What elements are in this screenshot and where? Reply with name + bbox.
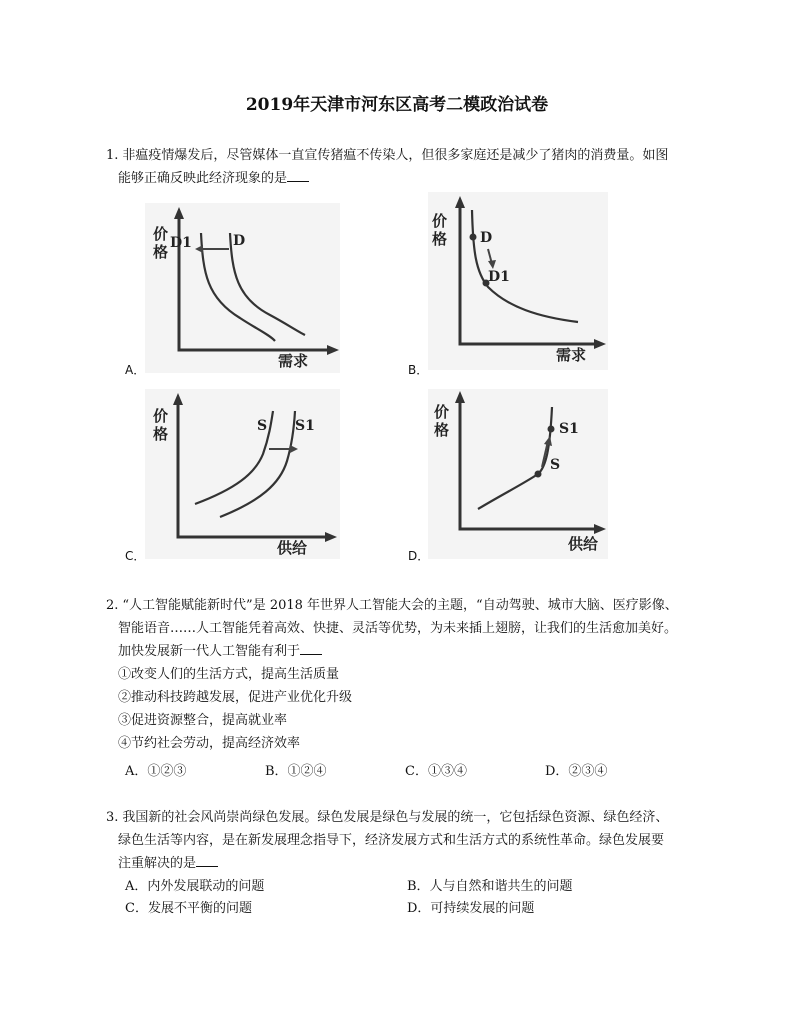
question-text: 加快发展新一代人工智能有利于 — [118, 644, 301, 659]
question-2 — [106, 594, 706, 755]
choice-b[interactable]: B．①②④ — [265, 764, 327, 779]
question-number: 1. — [106, 148, 119, 163]
option-label: B． — [408, 363, 429, 377]
y-axis-label-top: 价 — [153, 225, 169, 243]
question-text: 能够正确反映此经济现象的是 — [118, 171, 288, 186]
figure-background — [145, 389, 340, 559]
option-label: A． — [125, 363, 146, 377]
question-text: 智能语音……人工智能凭着高效、快捷、灵活等优势，为未来插上翅膀，让我们的生活愈加美好。 — [118, 621, 678, 636]
point-d — [470, 234, 477, 241]
answer-blank — [300, 642, 322, 655]
curve-label: S1 — [559, 421, 579, 437]
curve-label: D — [480, 230, 493, 246]
q2-choices — [125, 761, 645, 783]
statement-item: ③促进资源整合，提高就业率 — [118, 713, 288, 728]
option-label: D． — [408, 549, 430, 563]
question-text: 注重解决的是 — [118, 856, 197, 871]
figure-option-a — [145, 203, 340, 373]
question-text: 非瘟疫情爆发后，尽管媒体一直宣传猪瘟不传染人，但很多家庭还是减少了猪肉的消费量。如图 — [122, 148, 669, 163]
figure-option-c — [145, 389, 340, 559]
figure-background — [145, 203, 340, 373]
choice-c[interactable]: C．①③④ — [405, 764, 467, 779]
question-text: “人工智能赋能新时代”是 2018 年世界人工智能大会的主题，“自动驾驶、城市大脑、医疗影像、 — [122, 598, 678, 613]
curve-label: D1 — [488, 269, 510, 285]
curve-label: S — [550, 457, 561, 473]
choice-a[interactable]: A．①②③ — [125, 764, 187, 779]
question-3 — [106, 806, 706, 875]
choice-c[interactable]: C．发展不平衡的问题 — [125, 901, 252, 916]
y-axis-label-top: 价 — [434, 403, 450, 421]
answer-blank — [196, 854, 218, 867]
q3-choices — [125, 876, 645, 920]
y-axis-label-bottom: 格 — [434, 421, 450, 439]
figure-option-d — [428, 389, 608, 559]
y-axis-label-bottom: 格 — [432, 230, 448, 248]
choice-b[interactable]: B．人与自然和谐共生的问题 — [407, 879, 573, 894]
curve-label: S — [257, 418, 268, 434]
question-text: 我国新的社会风尚崇尚绿色发展。绿色发展是绿色与发展的统一，它包括绿色资源、绿色经济、 — [122, 810, 669, 825]
curve-label: D1 — [170, 235, 192, 251]
curve-label: S1 — [295, 418, 315, 434]
question-number: 2. — [106, 598, 119, 613]
choice-d[interactable]: D．②③④ — [545, 764, 608, 779]
answer-blank — [287, 169, 309, 182]
choice-d[interactable]: D．可持续发展的问题 — [407, 901, 535, 916]
y-axis-label-bottom: 格 — [153, 425, 169, 443]
x-axis-label: 供给 — [568, 535, 599, 553]
option-label: C． — [125, 549, 146, 563]
statement-item: ②推动科技跨越发展，促进产业优化升级 — [118, 690, 353, 705]
question-1 — [106, 144, 706, 190]
statement-item: ①改变人们的生活方式，提高生活质量 — [118, 667, 340, 682]
x-axis-label: 需求 — [278, 352, 309, 370]
figure-option-b — [428, 192, 608, 370]
point-s1 — [548, 426, 555, 433]
question-text: 绿色生活等内容，是在新发展理念指导下，经济发展方式和生活方式的系统性革命。绿色发展要 — [118, 833, 665, 848]
x-axis-label: 供给 — [277, 539, 308, 557]
y-axis-label-top: 价 — [432, 212, 448, 230]
question-number: 3. — [106, 810, 119, 825]
x-axis-label: 需求 — [556, 346, 587, 364]
y-axis-label-top: 价 — [153, 407, 169, 425]
curve-label: D — [233, 233, 246, 249]
page-title: 2019年天津市河东区高考二模政治试卷 — [245, 95, 549, 115]
figure-background — [428, 389, 608, 559]
choice-a[interactable]: A．内外发展联动的问题 — [125, 879, 265, 894]
point-s — [535, 471, 542, 478]
statement-item: ④节约社会劳动，提高经济效率 — [118, 736, 301, 751]
y-axis-label-bottom: 格 — [153, 243, 169, 261]
